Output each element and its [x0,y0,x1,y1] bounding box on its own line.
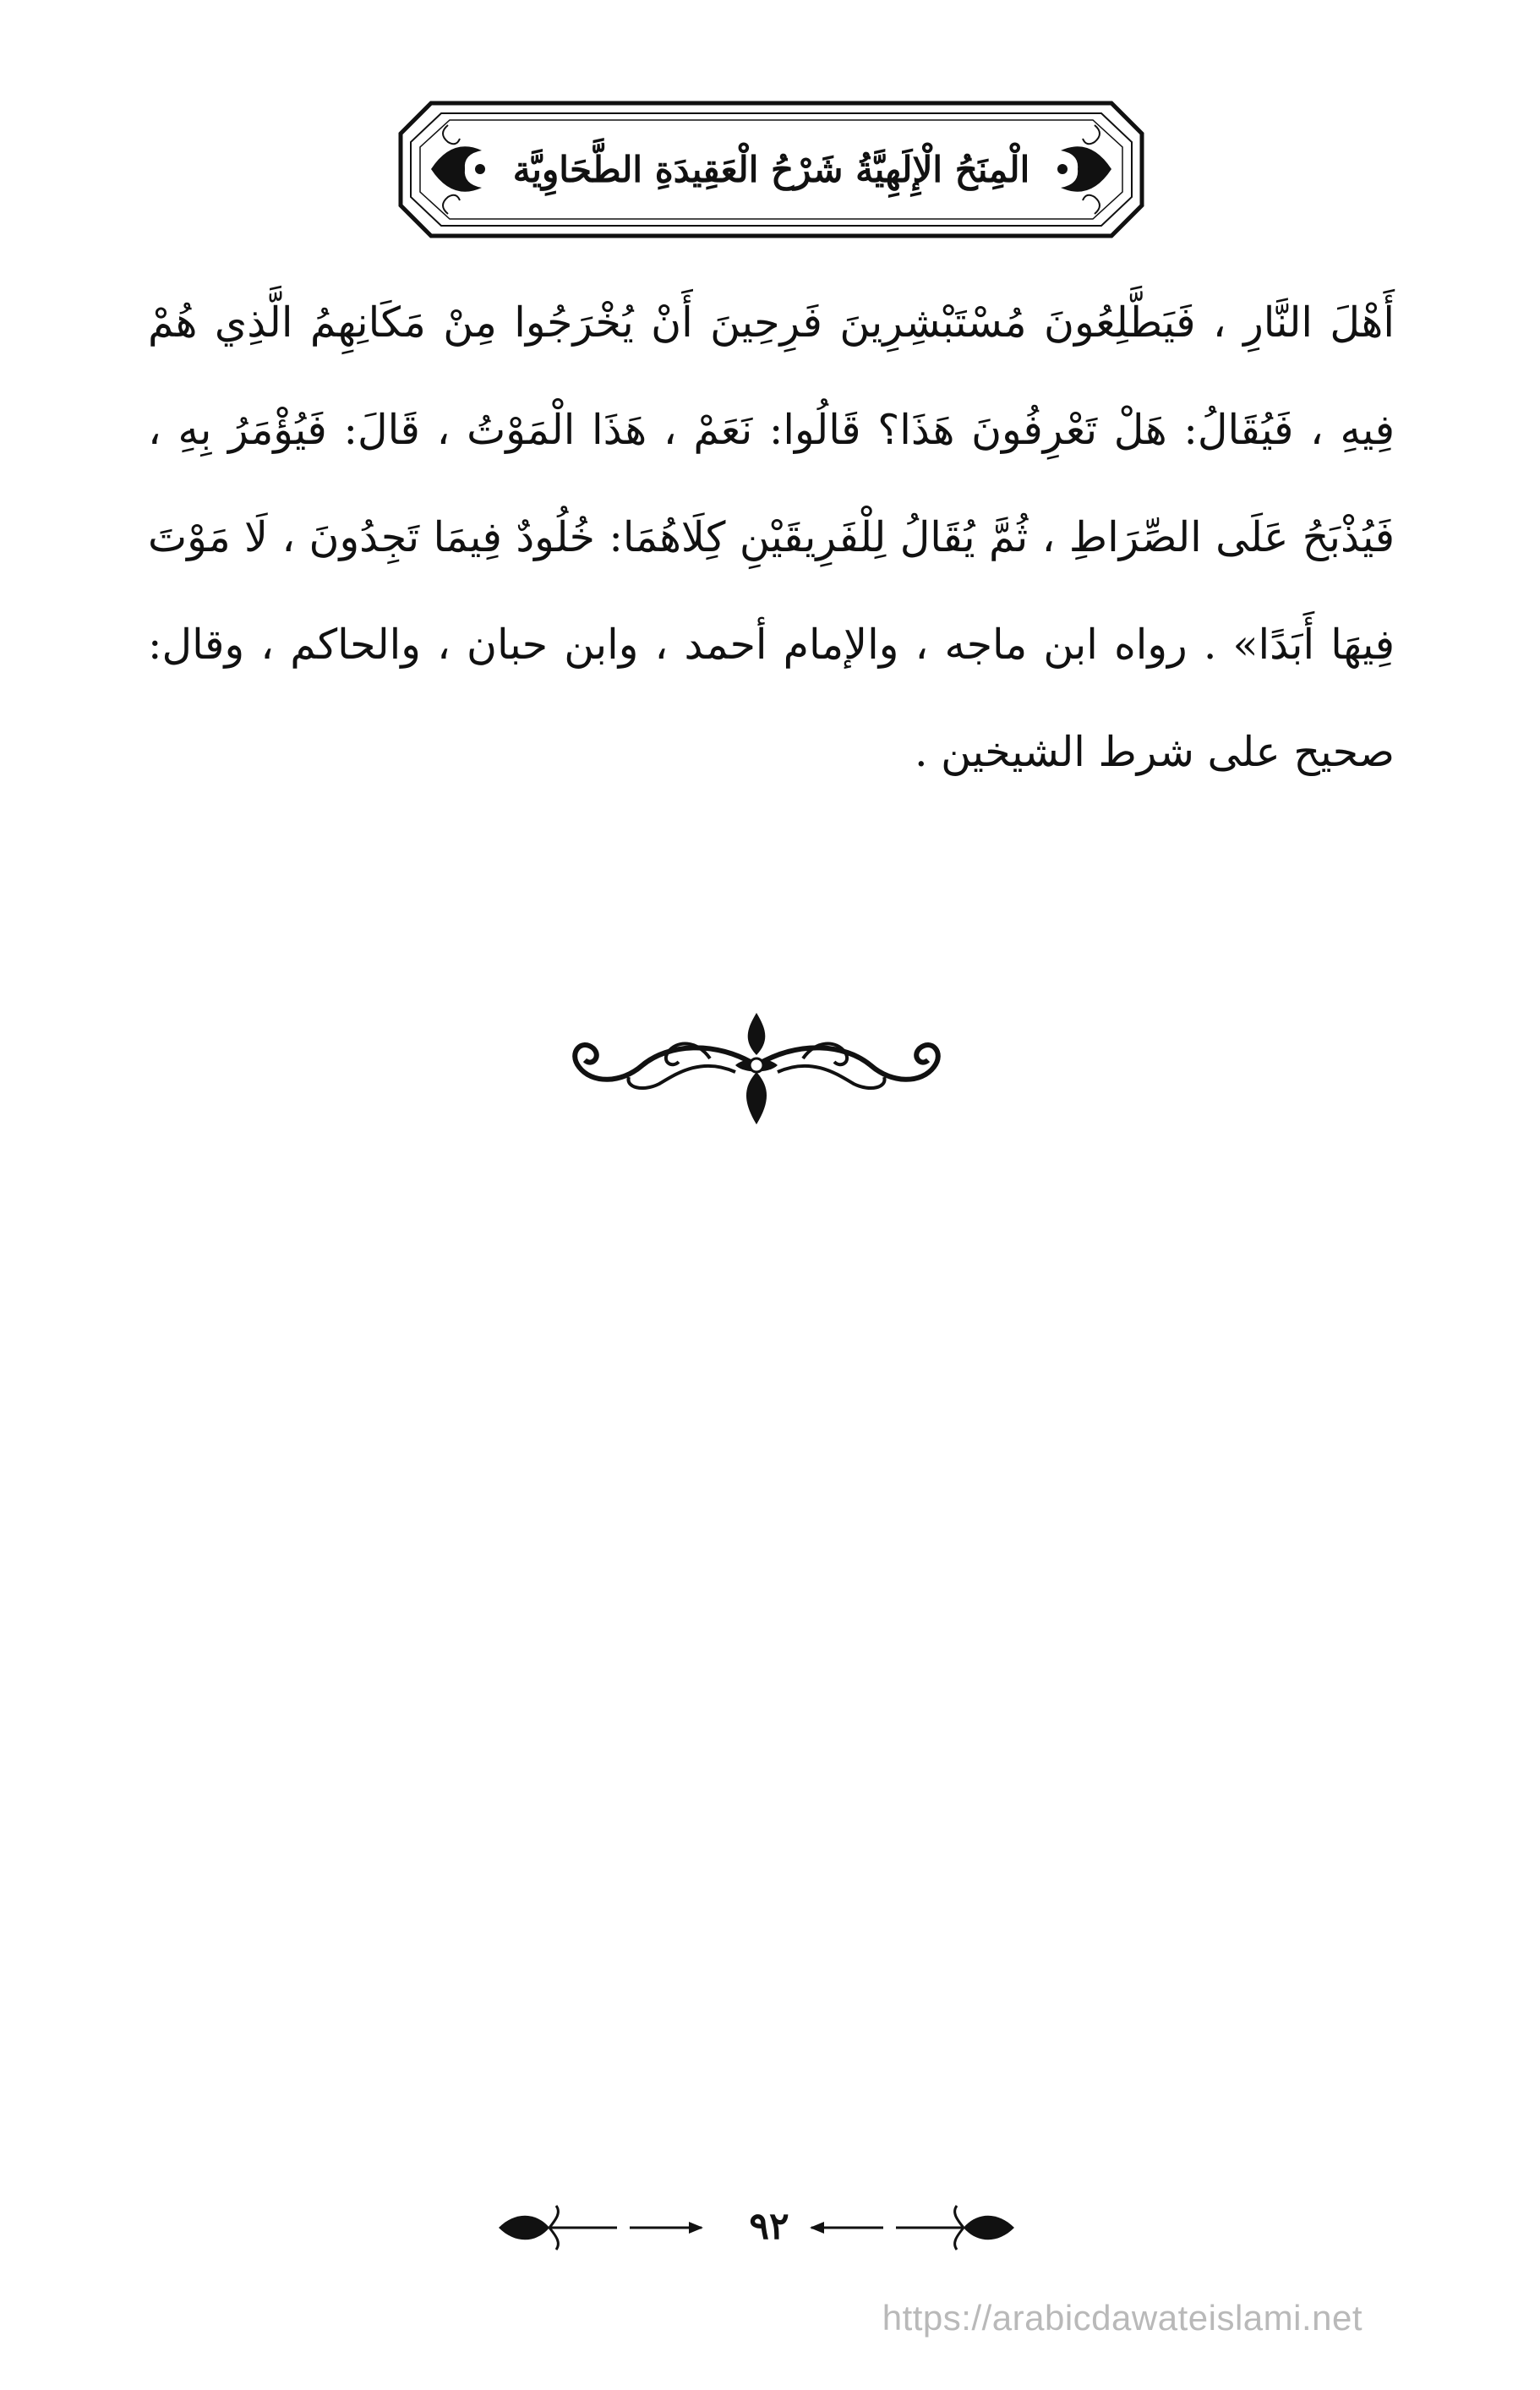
page-header-frame [397,100,1145,239]
body-paragraph [148,269,1395,806]
website-watermark: https://arabicdawateislami.net [882,2298,1363,2338]
text-line: فَيُقَالُ: هَلْ تَعْرِفُونَ هَذَا؟ قَالُوا: نَعَمْ ، هَذَا الْمَوْتُ ، قَالَ: فَيُؤْمَرُ بِهِ ، فَيُذْبَحُ عَلَى [148,406,1395,561]
text-line: الشيخين . [914,728,1085,776]
book-title: الْمِنَحُ الْإِلَهِيَّةُ شَرْحُ الْعَقِيدَةِ الطَّحَاوِيَّة [512,149,1030,190]
text-line: الصِّرَاطِ ، ثُمَّ يُقَالُ لِلْفَرِيقَيْنِ كِلَاهُمَا: خُلُودٌ فِيمَا تَجِدُونَ ، لَا مَوْتَ فِيهَا أَبَدًا» . رواه [148,513,1395,669]
text-line: ابن ماجه ، والإمام أحمد ، وابن حبان ، والحاكم ، وقال: صحيح على شرط [148,621,1395,776]
section-divider-ornament [541,1006,972,1133]
text-line: أَهْلَ النَّارِ ، فَيَطَّلِعُونَ مُسْتَبْشِرِينَ فَرِحِينَ أَنْ يُخْرَجُوا مِنْ مَكَانِهِمُ الَّذِي هُمْ فِيهِ ، [148,298,1395,454]
page-number: ٩٢ [749,2205,789,2248]
